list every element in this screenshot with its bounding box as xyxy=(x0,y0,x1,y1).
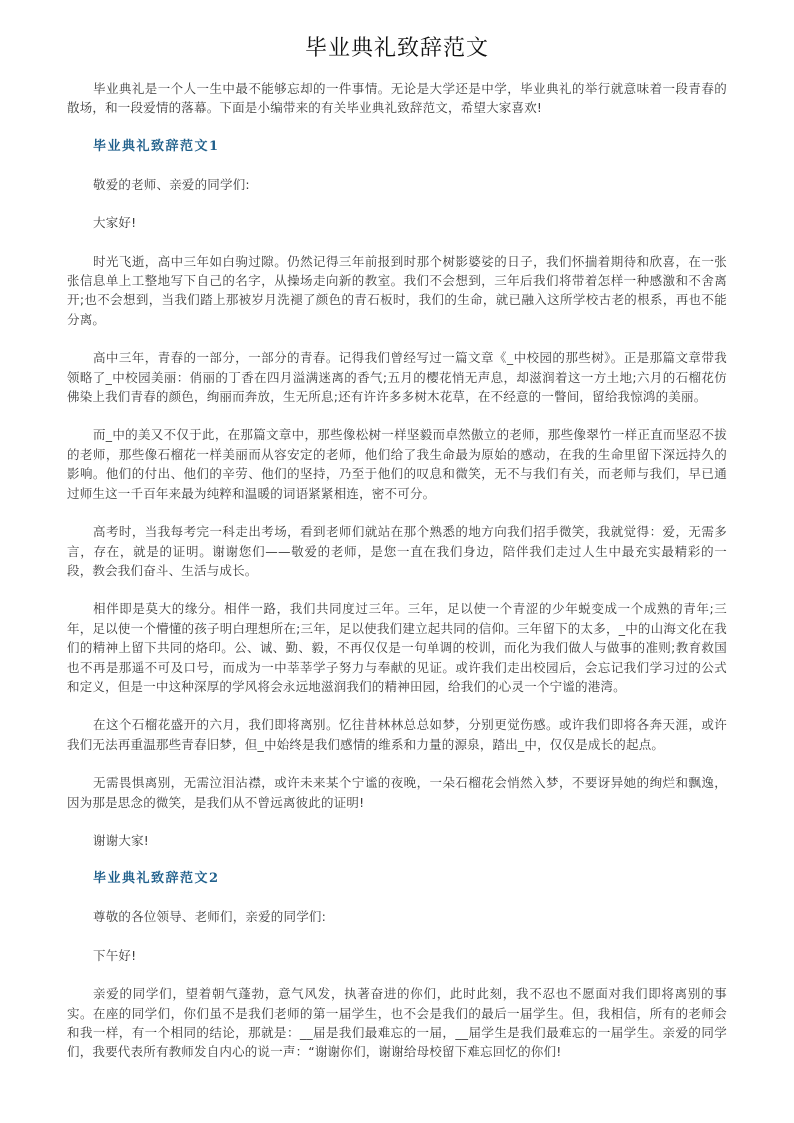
salutation: 尊敬的各位领导、老师们，亲爱的同学们: xyxy=(93,909,327,925)
section-1 xyxy=(67,137,727,851)
page-title: 毕业典礼致辞范文 xyxy=(304,36,489,61)
section-heading: 毕业典礼致辞范文2 xyxy=(93,871,220,887)
greeting: 下午好! xyxy=(93,947,137,963)
section-heading: 毕业典礼致辞范文1 xyxy=(93,138,220,154)
body-paragraph: 而_中的美又不仅于此，在那篇文章中，那些像松树一样坚毅而卓然傲立的老师，那些像翠竹一样正直而坚忍不拔的老师，那些像石榴花一样美丽而从容安定的老师，他们给了我生命最为原始的感动，在我的生命里留下深远持久的影响。他们的付出、他们的辛劳、他们的坚持，乃至于他们的叹息和微笑，无不与我们有关，而老师与我们，早已通过师生这一千百年来最为纯粹和温暖的词语紧紧相连，密不可分。 xyxy=(67,427,727,501)
closing: 谢谢大家! xyxy=(93,832,150,848)
section-2 xyxy=(67,869,727,1061)
intro-paragraph: 毕业典礼是一个人一生中最不能够忘却的一件事情。无论是大学还是中学，毕业典礼的举行就意味着一段青春的散场，和一段爱情的落幕。下面是小编带来的有关毕业典礼致辞范文，希望大家喜欢! xyxy=(67,81,727,116)
body-paragraph: 无需畏惧离别，无需泣泪沾襟，或许未来某个宁谧的夜晚，一朵石榴花会悄然入梦，不要讶异她的绚烂和飘逸，因为那是思念的微笑，是我们从不曾远离彼此的证明! xyxy=(67,775,727,810)
body-paragraph: 亲爱的同学们，望着朝气蓬勃，意气风发，执著奋进的你们，此时此刻，我不忍也不愿面对我们即将离别的事实。在座的同学们，你们虽不是我们老师的第一届学生，也不会是我们的最后一届学生。但，我相信，所有的老师会和我一样，有一个相同的结论，那就是：__届是我们最难忘的一届，__届学生是我们最难忘的一届学生。亲爱的同学们，我要代表所有教师发自内心的说一声：“谢谢你们，谢谢给母校留下难忘回忆的你们! xyxy=(67,986,727,1060)
body-paragraph: 相伴即是莫大的缘分。相伴一路，我们共同度过三年。三年，足以使一个青涩的少年蜕变成一个成熟的青年;三年，足以使一个懵懂的孩子明白理想所在;三年，足以使我们建立起共同的信仰。三年留下的太多，_中的山海文化在我们的精神上留下共同的烙印。公、诚、勤、毅，不再仅仅是一句单调的校训，而化为我们做人与做事的准则;教育救国也不再是那遥不可及口号，而成为一中莘莘学子努力与奉献的见证。或许我们走出校园后，会忘记我们学习过的公式和定义，但是一中这种深厚的学风将会永远地滋润我们的精神田园，给我们的心灵一个宁谧的港湾。 xyxy=(67,601,727,694)
body-paragraph: 高中三年，青春的一部分，一部分的青春。记得我们曾经写过一篇文章《_中校园的那些树》。正是那篇文章带我领略了_中校园美丽：俏丽的丁香在四月溢满迷离的香气;五月的樱花悄无声息，却滋润着这一方土地;六月的石榴花仿佛染上我们青春的颜色，绚丽而奔放，生无所息;还有许许多多树木花草，在不经意的一瞥间，留给我惊鸿的美丽。 xyxy=(67,350,727,405)
salutation: 敬爱的老师、亲爱的同学们: xyxy=(93,176,250,192)
greeting: 大家好! xyxy=(93,215,137,231)
body-paragraph: 在这个石榴花盛开的六月，我们即将离别。忆往昔林林总总如梦，分别更觉伤感。或许我们即将各奔天涯，或许我们无法再重温那些青春旧梦，但_中始终是我们感情的维系和力量的源泉，踏出_中，仅仅是成长的起点。 xyxy=(67,717,727,752)
body-paragraph: 时光飞逝，高中三年如白驹过隙。仍然记得三年前报到时那个树影婆娑的日子，我们怀揣着期待和欣喜，在一张张信息单上工整地写下自己的名字，从操场走向新的教室。我们不会想到，三年后我们将带着怎样一种感激和不舍离开;也不会想到，当我们踏上那被岁月洗褪了颜色的青石板时，我们的生命，就已融入这所学校古老的根系，再也不能分离。 xyxy=(67,253,727,327)
document-body xyxy=(67,79,727,1081)
body-paragraph: 高考时，当我每考完一科走出考场，看到老师们就站在那个熟悉的地方向我们招手微笑，我就觉得：爱，无需多言，存在，就是的证明。谢谢您们——敬爱的老师，是您一直在我们身边，陪伴我们走过人生中最充实最精彩的一段，教会我们奋斗、生活与成长。 xyxy=(67,524,727,578)
